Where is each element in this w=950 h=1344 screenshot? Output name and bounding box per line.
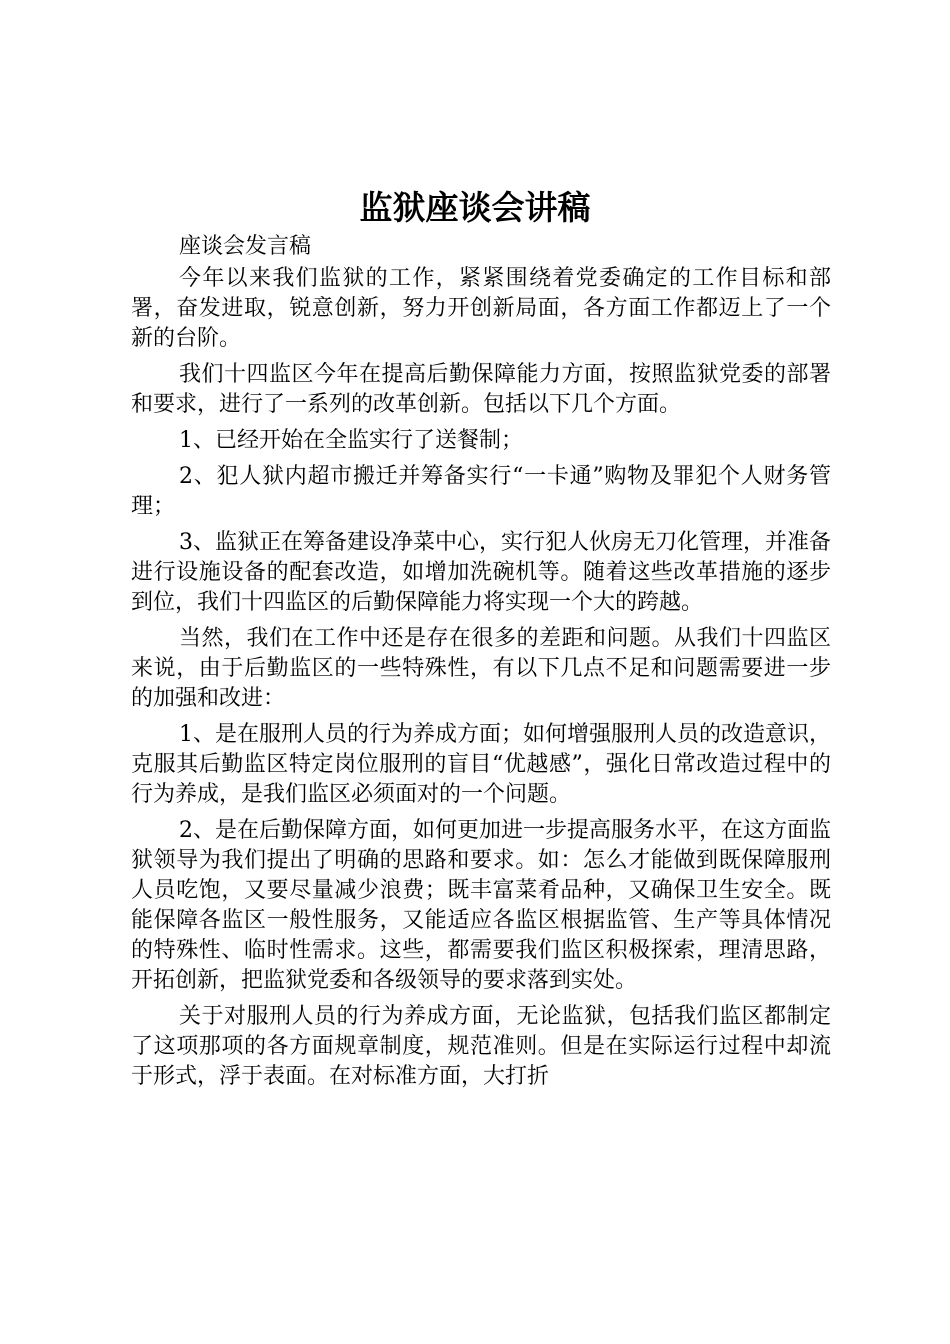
paragraph-list-item: 1、已经开始在全监实行了送餐制； xyxy=(179,428,523,453)
paragraph: 关于对服刑人员的行为养成方面，无论监狱，包括我们监区都制定了这项那项的各方面规章制度，规范准则。但是在实际运行过程中却流于形式，浮于表面。在对标准方面，大打折 xyxy=(131,1004,831,1089)
paragraph-list-item: 3、监狱正在筹备建设净菜中心，实行犯人伙房无刀化管理，并准备进行设施设备的配套改造，如增加洗碗机等。随着这些改革措施的逐步到位，我们十四监区的后勤保障能力将实现一个大的跨越。 xyxy=(131,530,831,615)
paragraph-list-item: 1、是在服刑人员的行为养成方面；如何增强服刑人员的改造意识，克服其后勤监区特定岗位服刑的盲目“优越感”，强化日常改造过程中的行为养成，是我们监区必须面对的一个问题。 xyxy=(131,722,831,807)
paragraph-list-item: 2、犯人狱内超市搬迁并筹备实行“一卡通”购物及罪犯个人财务管理； xyxy=(131,464,831,519)
paragraph: 今年以来我们监狱的工作，紧紧围绕着党委确定的工作目标和部署，奋发进取，锐意创新，努力开创新局面，各方面工作都迈上了一个新的台阶。 xyxy=(131,266,831,351)
paragraph-list-item: 2、是在后勤保障方面，如何更加进一步提高服务水平，在这方面监狱领导为我们提出了明确的思路和要求。如：怎么才能做到既保障服刑人员吃饱，又要尽量减少浪费；既丰富菜肴品种，又确保卫生安全。既能保障各监区一般性服务，又能适应各监区根据监管、生产等具体情况的特殊性、临时性需求。这些，都需要我们监区积极探索，理清思路，开拓创新，把监狱党委和各级领导的要求落到实处。 xyxy=(131,818,831,993)
document-title: 监狱座谈会讲稿 xyxy=(359,188,591,227)
paragraph: 我们十四监区今年在提高后勤保障能力方面，按照监狱党委的部署和要求，进行了一系列的改革创新。包括以下几个方面。 xyxy=(131,362,831,417)
document-body xyxy=(131,232,831,1098)
paragraph-subtitle: 座谈会发言稿 xyxy=(179,234,312,259)
paragraph: 当然，我们在工作中还是存在很多的差距和问题。从我们十四监区来说，由于后勤监区的一些特殊性，有以下几点不足和问题需要进一步的加强和改进： xyxy=(131,626,831,711)
